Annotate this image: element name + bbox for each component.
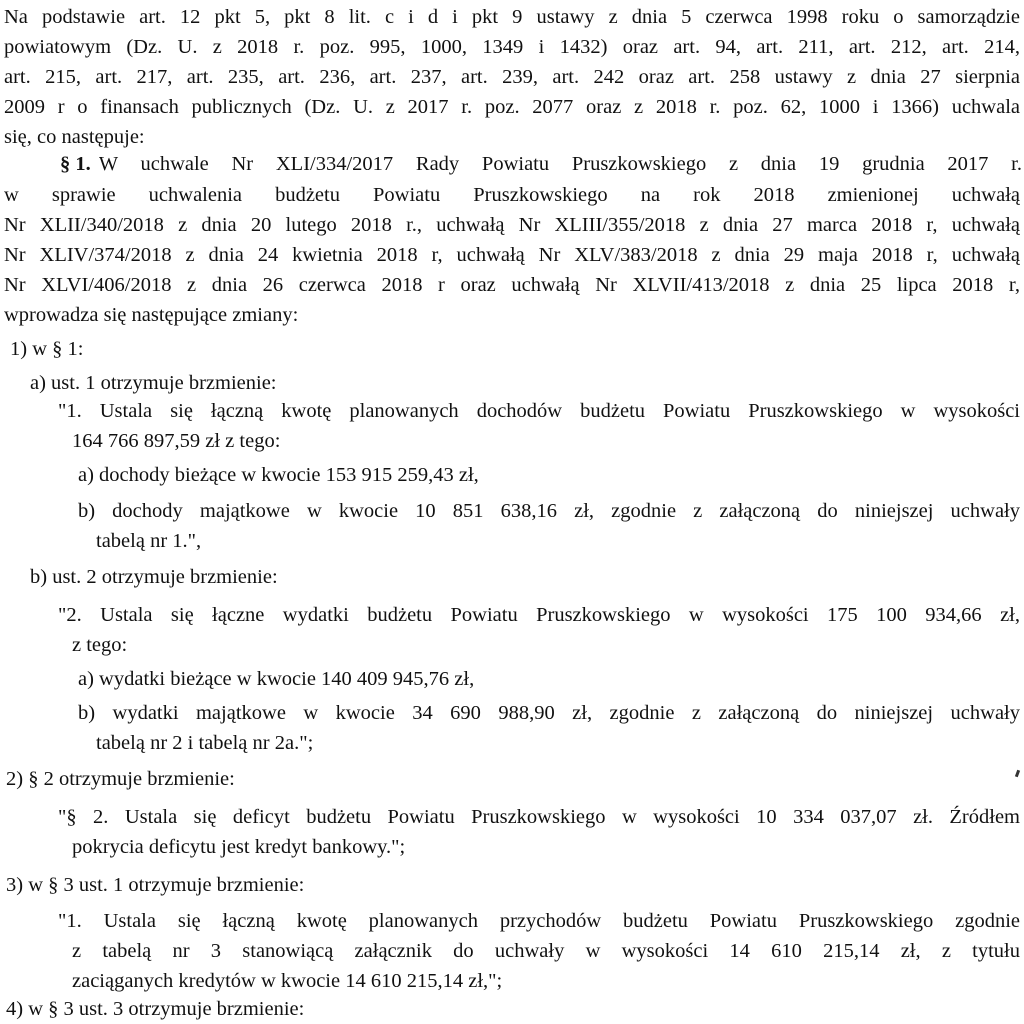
section-label: § 1. bbox=[60, 153, 91, 175]
item-1b-sub-b: b) wydatki majątkowe w kwocie 34 690 988,90 zł, zgodnie z załączoną do niniejszej uchwały bbox=[78, 702, 1020, 724]
item-2: 2) § 2 otrzymuje brzmienie: bbox=[6, 768, 235, 790]
item-1b-sub-b-cont: tabelą nr 2 i tabelą nr 2a."; bbox=[96, 732, 314, 754]
item-1a-sub-b-cont: tabelą nr 1.", bbox=[96, 530, 202, 552]
item-2-quote-line: "§ 2. Ustala się deficyt budżetu Powiatu Pruszkowskiego w wysokości 10 334 037,07 zł. Źródłem bbox=[58, 806, 1020, 828]
item-3: 3) w § 3 ust. 1 otrzymuje brzmienie: bbox=[6, 874, 305, 896]
stray-mark bbox=[1015, 770, 1020, 778]
item-1b: b) ust. 2 otrzymuje brzmienie: bbox=[30, 566, 278, 588]
item-3-quote-line: "1. Ustala się łączną kwotę planowanych przychodów budżetu Powiatu Pruszkowskiego zgodnie bbox=[58, 910, 1020, 932]
section-1-line: Nr XLVI/406/2018 z dnia 26 czerwca 2018 r oraz uchwałą Nr XLVII/413/2018 z dnia 25 lipca 2018 r, bbox=[4, 274, 1020, 296]
item-1a-quote-line: 164 766 897,59 zł z tego: bbox=[72, 430, 281, 452]
item-3-quote-line: z tabelą nr 3 stanowiącą załącznik do uchwały w wysokości 14 610 215,14 zł, z tytułu bbox=[72, 940, 1020, 962]
section-1-first-line bbox=[60, 149, 1022, 179]
item-1a-sub-a: a) dochody bieżące w kwocie 153 915 259,43 zł, bbox=[78, 464, 479, 486]
intro-line: Na podstawie art. 12 pkt 5, pkt 8 lit. c i d i pkt 9 ustawy z dnia 5 czerwca 1998 roku o samorządzie bbox=[4, 6, 1020, 28]
section-1-line: Nr XLIV/374/2018 z dnia 24 kwietnia 2018 r, uchwałą Nr XLV/383/2018 z dnia 29 maja 2018 r, uchwałą bbox=[4, 244, 1020, 266]
item-1a: a) ust. 1 otrzymuje brzmienie: bbox=[30, 372, 277, 394]
intro-line: powiatowym (Dz. U. z 2018 r. poz. 995, 1000, 1349 i 1432) oraz art. 94, art. 211, art. 212, art. 214, bbox=[4, 36, 1020, 58]
item-1b-sub-a: a) wydatki bieżące w kwocie 140 409 945,76 zł, bbox=[78, 668, 475, 690]
item-1b-quote-line: "2. Ustala się łączne wydatki budżetu Powiatu Pruszkowskiego w wysokości 175 100 934,66 zł, bbox=[58, 604, 1020, 626]
item-1a-quote-line: "1. Ustala się łączną kwotę planowanych dochodów budżetu Powiatu Pruszkowskiego w wysokości bbox=[58, 400, 1020, 422]
item-4: 4) w § 3 ust. 3 otrzymuje brzmienie: bbox=[6, 998, 305, 1020]
section-1-text: W uchwale Nr XLI/334/2017 Rady Powiatu Pruszkowskiego z dnia 19 grudnia 2017 r. bbox=[98, 153, 1022, 175]
item-1: 1) w § 1: bbox=[10, 338, 84, 360]
section-1-line: wprowadza się następujące zmiany: bbox=[4, 304, 299, 326]
intro-line: 2009 r o finansach publicznych (Dz. U. z 2017 r. poz. 2077 oraz z 2018 r. poz. 62, 1000 i 1366) uchwala bbox=[4, 96, 1020, 118]
item-2-quote-line: pokrycia deficytu jest kredyt bankowy."; bbox=[72, 836, 406, 858]
item-1a-sub-b: b) dochody majątkowe w kwocie 10 851 638,16 zł, zgodnie z załączoną do niniejszej uchwały bbox=[78, 500, 1020, 522]
item-1b-quote-line: z tego: bbox=[72, 634, 128, 656]
section-1-line: Nr XLII/340/2018 z dnia 20 lutego 2018 r., uchwałą Nr XLIII/355/2018 z dnia 27 marca 2018 r, uchwałą bbox=[4, 214, 1020, 236]
section-1-line: w sprawie uchwalenia budżetu Powiatu Pruszkowskiego na rok 2018 zmienionej uchwałą bbox=[4, 184, 1020, 206]
intro-line: art. 215, art. 217, art. 235, art. 236, art. 237, art. 239, art. 242 oraz art. 258 ustawy z dnia 27 sierpnia bbox=[4, 66, 1020, 88]
intro-line: się, co następuje: bbox=[4, 126, 145, 148]
item-3-quote-line: zaciąganych kredytów w kwocie 14 610 215,14 zł,"; bbox=[72, 970, 503, 992]
